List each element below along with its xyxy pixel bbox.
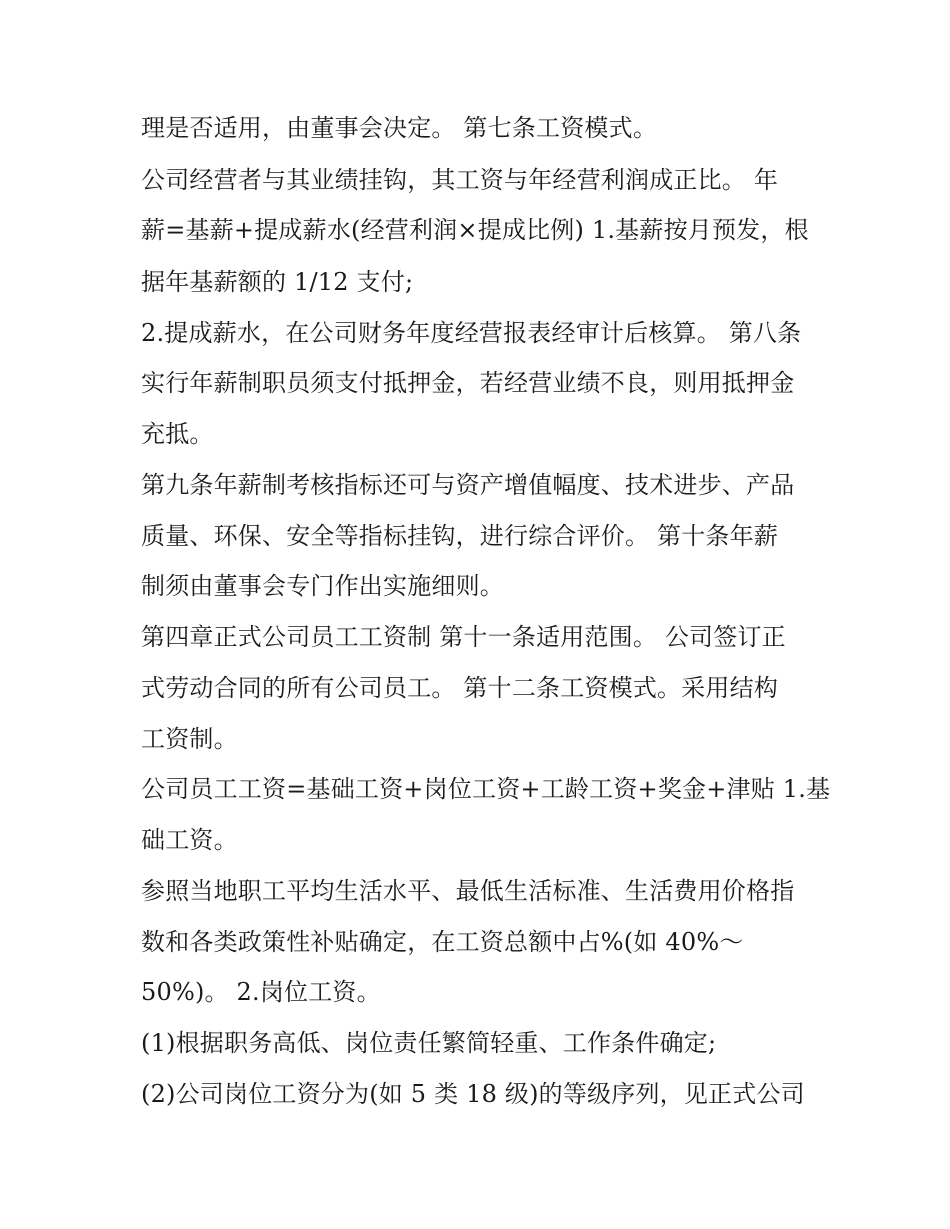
- text-line: 式劳动合同的所有公司员工。 第十二条工资模式。采用结构: [141, 674, 779, 702]
- text-line: 实行年薪制职员须支付抵押金，若经营业绩不良，则用抵押金: [141, 369, 795, 397]
- text-line: 公司经营者与其业绩挂钩，其工资与年经营利润成正比。 年: [141, 166, 779, 194]
- text-line: 据年基薪额的 1/12 支付;: [141, 268, 414, 296]
- text-line: 础工资。: [141, 826, 238, 854]
- text-line: 薪=基薪+提成薪水(经营利润×提成比例) 1.基薪按月预发，根: [141, 216, 809, 244]
- text-line: 参照当地职工平均生活水平、最低生活标准、生活费用价格指: [141, 877, 795, 905]
- text-line: 充抵。: [141, 420, 214, 448]
- text-line: 制须由董事会专门作出实施细则。: [141, 572, 504, 600]
- text-line: (2)公司岗位工资分为(如 5 类 18 级)的等级序列，见正式公司: [141, 1080, 805, 1108]
- text-line: 质量、环保、安全等指标挂钩，进行综合评价。 第十条年薪: [141, 522, 779, 550]
- text-line: 第四章正式公司员工工资制 第十一条适用范围。 公司签订正: [141, 623, 786, 651]
- text-line: 第九条年薪制考核指标还可与资产增值幅度、技术进步、产品: [141, 471, 795, 499]
- text-line: 2.提成薪水，在公司财务年度经营报表经审计后核算。 第八条: [141, 319, 802, 347]
- text-line: 50%)。 2.岗位工资。: [141, 978, 381, 1006]
- text-line: (1)根据职务高低、岗位责任繁简轻重、工作条件确定;: [141, 1029, 717, 1057]
- text-line: 理是否适用，由董事会决定。 第七条工资模式。: [141, 114, 658, 142]
- text-line: 公司员工工资=基础工资+岗位工资+工龄工资+奖金+津贴 1.基: [141, 775, 831, 803]
- text-line: 数和各类政策性补贴确定，在工资总额中占%(如 40%～: [141, 928, 744, 956]
- text-line: 工资制。: [141, 725, 238, 753]
